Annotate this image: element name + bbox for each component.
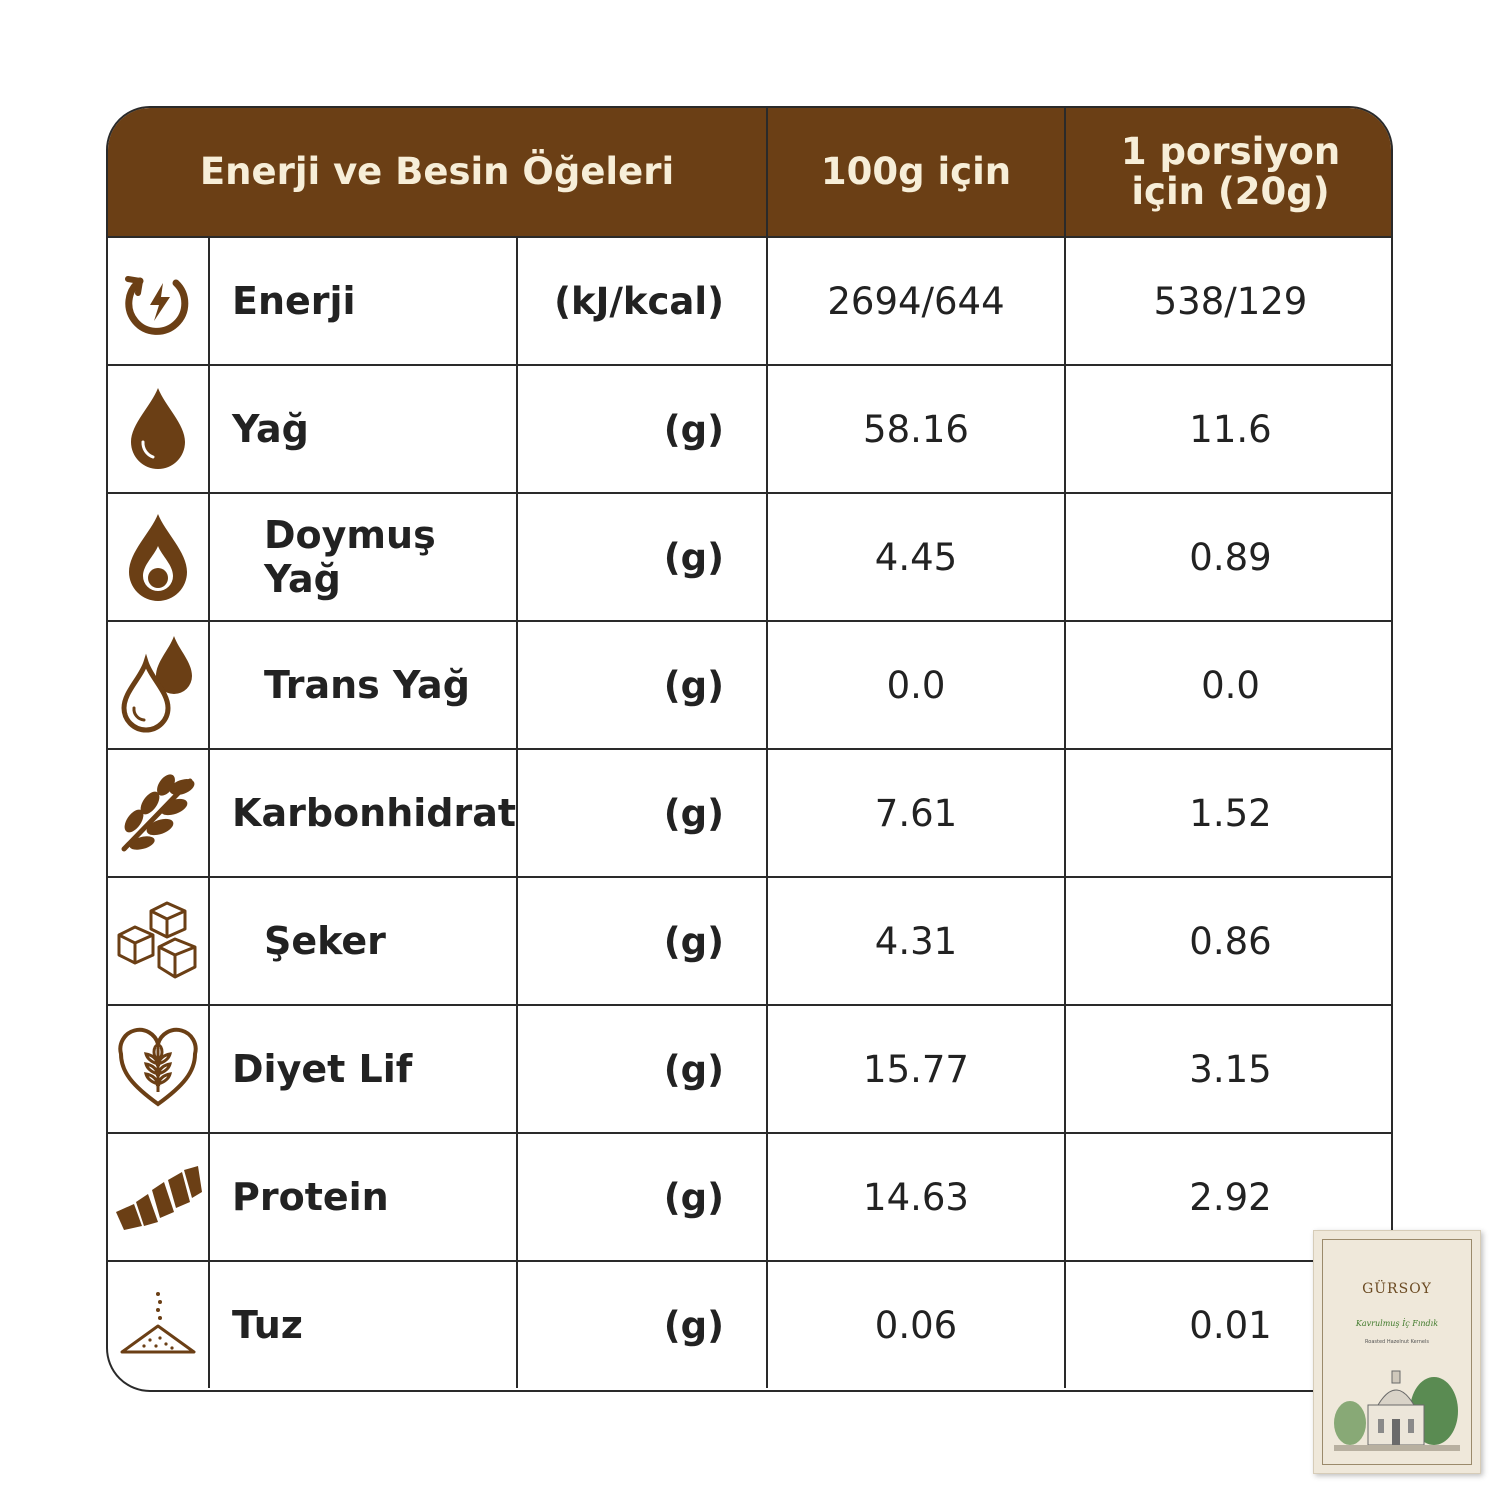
value-per-100g: 4.45 <box>766 494 1064 620</box>
table-row-fat <box>108 364 1391 492</box>
nutrient-name: Karbonhidrat <box>208 750 516 876</box>
energy-icon <box>108 238 208 364</box>
value-per-portion: 11.6 <box>1064 366 1393 492</box>
nutrient-unit: (g) <box>516 750 766 876</box>
value-per-portion: 538/129 <box>1064 238 1393 364</box>
table-row-carbohydrate <box>108 748 1391 876</box>
trans-fat-icon <box>108 622 208 748</box>
nutrient-name: Protein <box>208 1134 516 1260</box>
table-row-dietary-fiber <box>108 1004 1391 1132</box>
nutrient-unit: (g) <box>516 878 766 1004</box>
nutrient-unit: (g) <box>516 494 766 620</box>
value-per-portion: 0.89 <box>1064 494 1393 620</box>
oil-drop-icon <box>108 366 208 492</box>
value-per-portion: 3.15 <box>1064 1006 1393 1132</box>
value-per-100g: 0.06 <box>766 1262 1064 1388</box>
product-name: Kavrulmuş İç Fındık <box>1355 1319 1439 1328</box>
nutrient-name: Enerji <box>208 238 516 364</box>
header-per-100g: 100g için <box>766 108 1064 236</box>
table-row-protein <box>108 1132 1391 1260</box>
sugar-cubes-icon <box>108 878 208 1004</box>
value-per-100g: 7.61 <box>766 750 1064 876</box>
saturated-fat-icon <box>108 494 208 620</box>
value-per-100g: 4.31 <box>766 878 1064 1004</box>
nutrient-unit: (g) <box>516 622 766 748</box>
value-per-portion: 2.92 <box>1064 1134 1393 1260</box>
nutrient-name: Yağ <box>208 366 516 492</box>
header-per-portion-line1: 1 porsiyon <box>1120 130 1341 174</box>
wheat-icon <box>108 750 208 876</box>
header-nutrients: Enerji ve Besin Öğeleri <box>199 150 675 194</box>
product-description: Roasted Hazelnut Kernels <box>1365 1339 1429 1345</box>
building-illustration <box>1334 1361 1460 1451</box>
table-header <box>108 108 1391 236</box>
nutrient-unit: (g) <box>516 1006 766 1132</box>
nutrient-name: Doymuş Yağ <box>208 494 516 620</box>
fiber-heart-icon <box>108 1006 208 1132</box>
table-row-salt <box>108 1260 1391 1388</box>
value-per-portion: 0.01 <box>1064 1262 1393 1388</box>
product-package-image <box>1313 1230 1481 1474</box>
product-brand: GÜRSOY <box>1362 1281 1432 1297</box>
value-per-100g: 2694/644 <box>766 238 1064 364</box>
value-per-100g: 15.77 <box>766 1006 1064 1132</box>
value-per-portion: 0.86 <box>1064 878 1393 1004</box>
value-per-portion: 0.0 <box>1064 622 1393 748</box>
value-per-portion: 1.52 <box>1064 750 1393 876</box>
nutrient-name: Şeker <box>208 878 516 1004</box>
table-row-sugar <box>108 876 1391 1004</box>
nutrient-unit: (g) <box>516 1134 766 1260</box>
value-per-100g: 14.63 <box>766 1134 1064 1260</box>
protein-icon <box>108 1134 208 1260</box>
value-per-100g: 0.0 <box>766 622 1064 748</box>
nutrient-unit: (g) <box>516 1262 766 1388</box>
table-row-energy <box>108 236 1391 364</box>
header-per-portion <box>1064 108 1393 236</box>
header-per-portion-line2: için (20g) <box>1131 170 1330 213</box>
nutrient-unit: (g) <box>516 366 766 492</box>
table-row-trans-fat <box>108 620 1391 748</box>
table-row-saturated-fat <box>108 492 1391 620</box>
nutrient-name: Tuz <box>208 1262 516 1388</box>
nutrient-name: Diyet Lif <box>208 1006 516 1132</box>
nutrient-unit: (kJ/kcal) <box>516 238 766 364</box>
salt-icon <box>108 1262 208 1388</box>
value-per-100g: 58.16 <box>766 366 1064 492</box>
nutrition-table <box>106 106 1393 1392</box>
nutrient-name: Trans Yağ <box>208 622 516 748</box>
